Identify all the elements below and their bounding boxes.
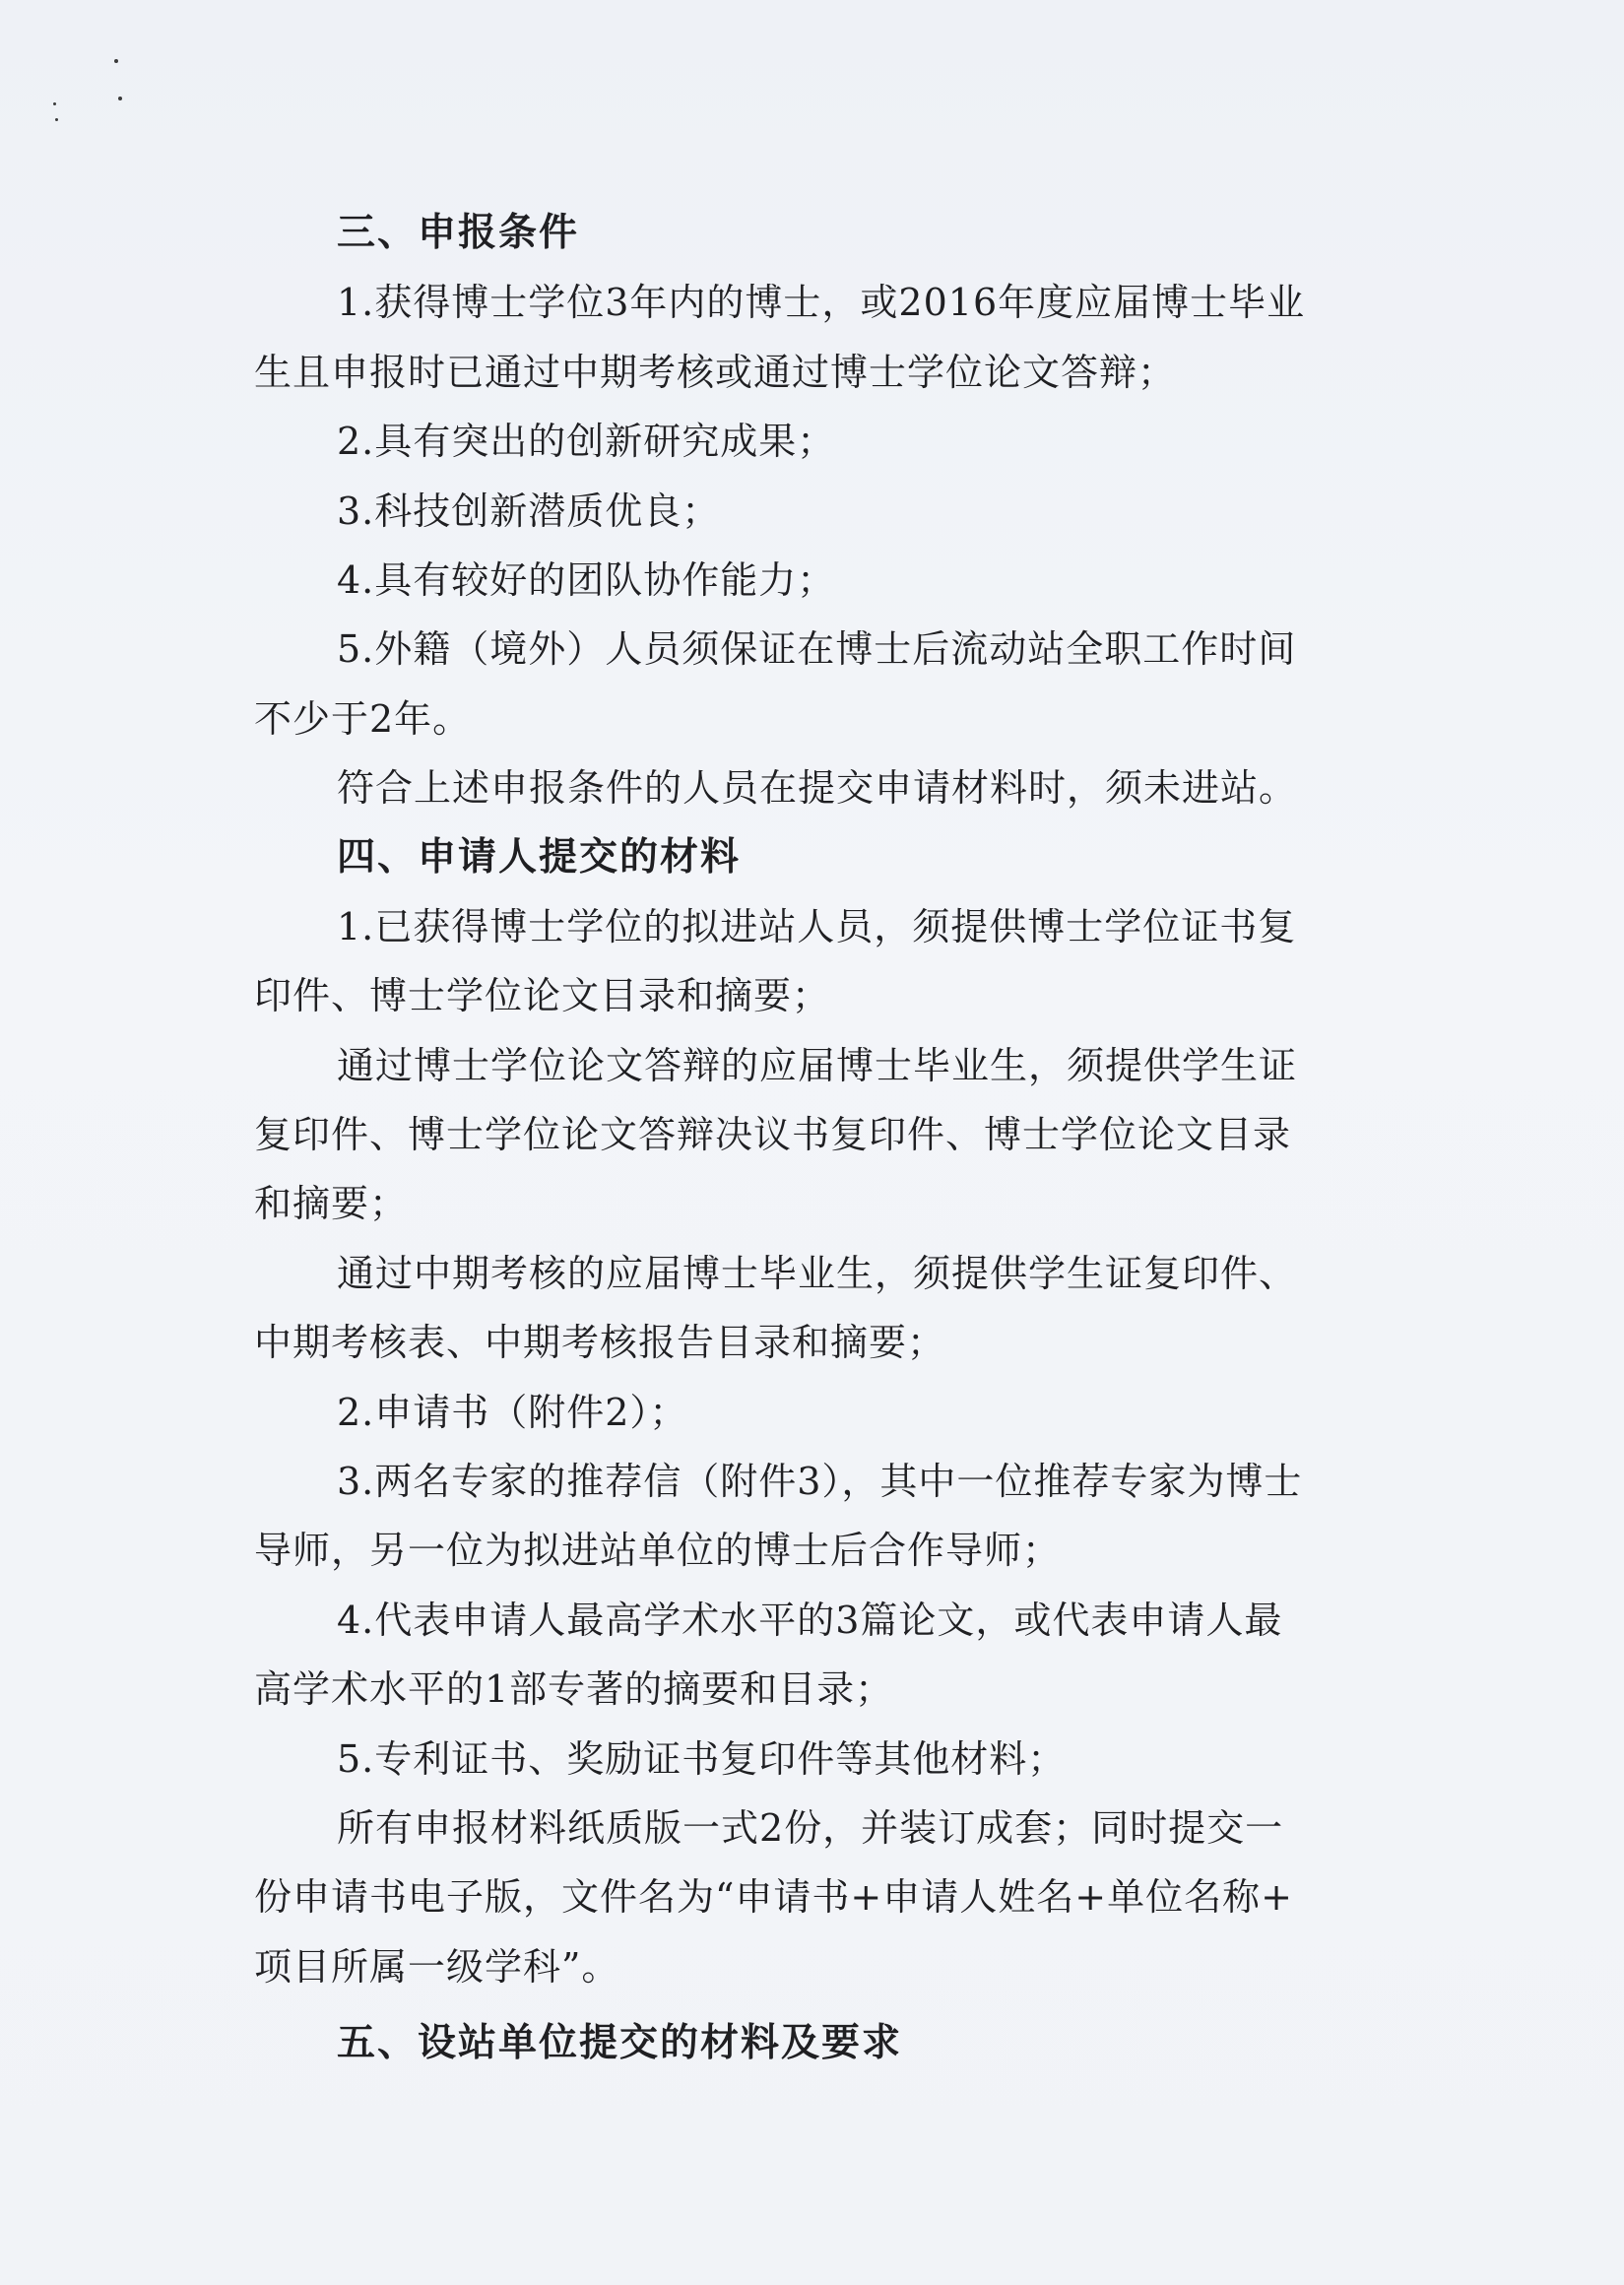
material-para-2-line-2: 复印件、博士学位论文答辩决议书复印件、博士学位论文目录	[254, 1113, 1292, 1157]
condition-item-3: 3.科技创新潜质优良；	[337, 489, 721, 533]
material-para-2-line-1: 通过博士学位论文答辩的应届博士毕业生，须提供学生证	[337, 1043, 1298, 1087]
material-para-3-line-2: 中期考核表、中期考核报告目录和摘要；	[254, 1321, 946, 1365]
material-item-1-line-1: 1.已获得博士学位的拟进站人员，须提供博士学位证书复	[337, 904, 1297, 948]
condition-item-2: 2.具有突出的创新研究成果；	[337, 420, 836, 464]
material-item-5: 5.专利证书、奖励证书复印件等其他材料；	[337, 1736, 1067, 1781]
material-item-2: 2.申请书（附件2）；	[337, 1390, 688, 1434]
scan-speck	[114, 59, 118, 63]
material-item-4-line-2: 高学术水平的1部专著的摘要和目录；	[254, 1667, 894, 1712]
material-summary-line-1: 所有申报材料纸质版一式2份，并装订成套；同时提交一	[337, 1805, 1284, 1850]
material-item-1-line-2: 印件、博士学位论文目录和摘要；	[254, 974, 831, 1018]
document-body	[254, 199, 1426, 2079]
section-heading-5: 五、设站单位提交的材料及要求	[337, 2021, 903, 2066]
material-item-3-line-2: 导师，另一位为拟进站单位的博士后合作导师；	[254, 1529, 1062, 1573]
section-heading-4: 四、申请人提交的材料	[337, 834, 742, 880]
scan-speck	[118, 97, 122, 100]
condition-item-5-line-2: 不少于2年。	[254, 696, 472, 741]
condition-item-1-line-2: 生且申报时已通过中期考核或通过博士学位论文答辩；	[254, 350, 1177, 394]
section-heading-3: 三、申报条件	[337, 211, 580, 255]
condition-item-4: 4.具有较好的团队协作能力；	[337, 557, 836, 602]
material-summary-line-2: 份申请书电子版，文件名为“申请书+申请人姓名+单位名称+	[254, 1875, 1293, 1920]
material-item-4-line-1: 4.代表申请人最高学术水平的3篇论文，或代表申请人最	[337, 1598, 1283, 1642]
material-summary-line-3: 项目所属一级学科”。	[254, 1944, 620, 1989]
material-item-3-line-1: 3.两名专家的推荐信（附件3），其中一位推荐专家为博士	[337, 1460, 1303, 1504]
material-para-3-line-1: 通过中期考核的应届博士毕业生，须提供学生证复印件、	[337, 1251, 1298, 1295]
scan-speck	[53, 102, 56, 105]
material-para-2-line-3: 和摘要；	[254, 1182, 409, 1226]
scan-speck	[55, 118, 58, 121]
condition-note: 符合上述申报条件的人员在提交申请材料时，须未进站。	[337, 766, 1298, 811]
condition-item-1-line-1: 1.获得博士学位3年内的博士，或2016年度应届博士毕业	[337, 281, 1306, 325]
condition-item-5-line-1: 5.外籍（境外）人员须保证在博士后流动站全职工作时间	[337, 627, 1297, 672]
